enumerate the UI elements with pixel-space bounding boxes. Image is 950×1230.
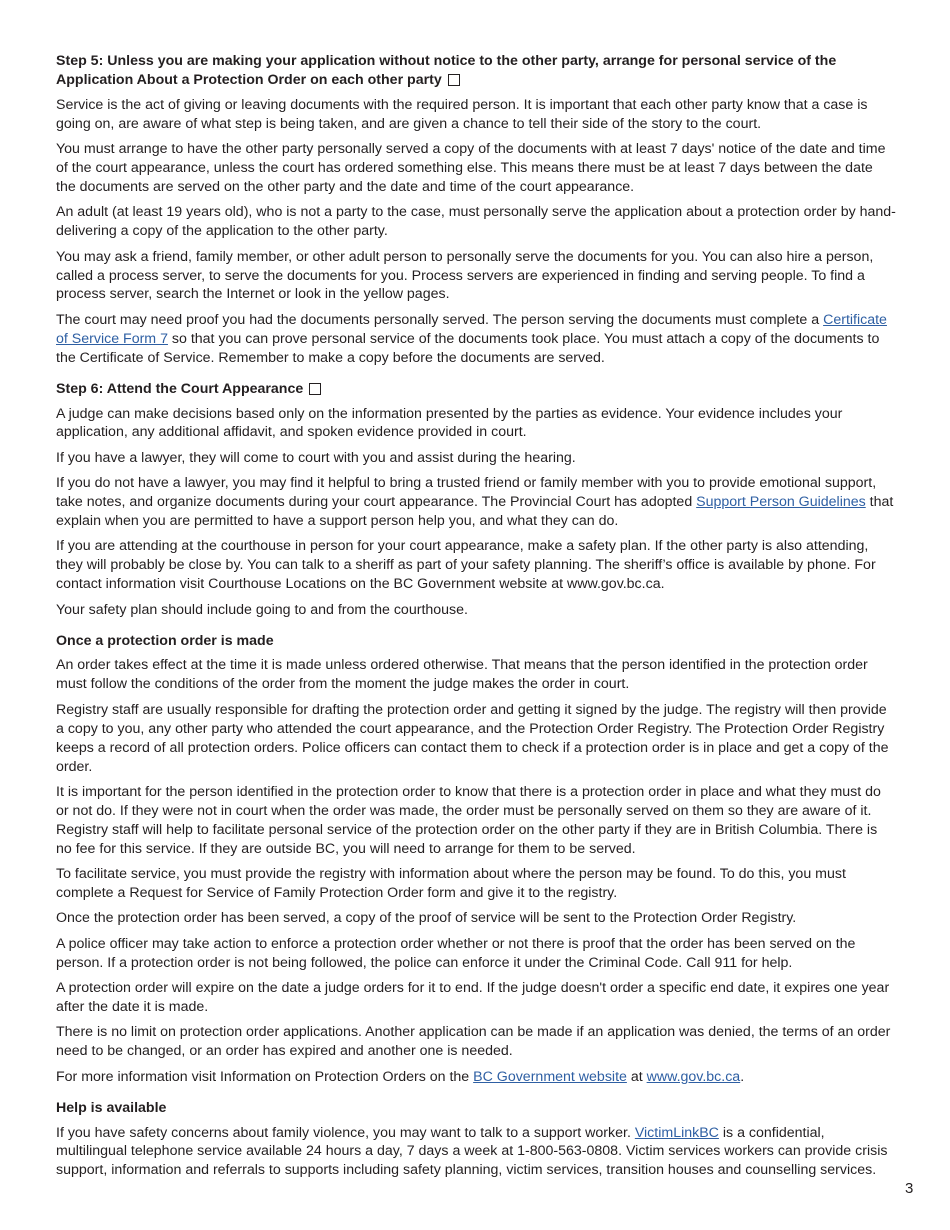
once-order-made-heading: Once a protection order is made: [56, 632, 274, 649]
gov-bc-ca-link[interactable]: www.gov.bc.ca: [646, 1068, 741, 1085]
once-paragraph-3: It is important for the person identified in the protection order to know that there is a protection order in place and what they must do or not do. If they were not in court when the order was made, the order must be personally served on them so they are aware of it. Registry staff will help to facilitate personal service of the protection order on the other party if they are in British Columbia. There is no fee for this service. If they are outside BC, you will need to arrange for them to be served.: [56, 783, 881, 857]
step6-paragraph-3: If you do not have a lawyer, you may find it helpful to bring a trusted friend or family member with you to provide emotional support, take notes, and organize documents during your court appearance. The Provincial Court has adopted Support Person Guidelines that explain when you are permitted to have a support person help you, and what they can do.: [56, 475, 894, 530]
once-paragraph-7: A protection order will expire on the date a judge orders for it to end. If the judge doesn't order a specific end date, it expires one year after the date it is made.: [56, 980, 890, 1015]
step5-checkbox[interactable]: [448, 74, 460, 86]
step5-paragraph-2: You must arrange to have the other party personally served a copy of the documents with at least 7 days' notice of the date and time of the court appearance, unless the court has ordered something else. This means there must be at least 7 days between the date the documents are served on the other party and the date and time of the court appearance.: [56, 141, 886, 195]
help-available-heading: Help is available: [56, 1099, 167, 1116]
step6-paragraph-2: If you have a lawyer, they will come to court with you and assist during the hearing.: [56, 449, 576, 466]
help-paragraph-1: If you have safety concerns about family violence, you may want to talk to a support worker. VictimLinkBC is a confidential, multilingual telephone service available 24 hours a day, 7 days a week at 1-800-563-0808. Victim services workers can provide crisis support, information and referrals to supports including safety planning, victim services, transition houses and counselling services.: [56, 1124, 888, 1179]
step5-paragraph-5: The court may need proof you had the documents personally served. The person serving the documents must complete a Certificate of Service Form 7 so that you can prove personal service of the documents took place. You must attach a copy of the documents to the Certificate of Service. Remember to make a copy before the documents are served.: [56, 311, 887, 366]
step5-heading: Step 5: Unless you are making your application without notice to the other party, arrange for personal service of the Application About a Protection Order on each other party: [56, 53, 837, 88]
step6-heading: Step 6: Attend the Court Appearance: [56, 380, 896, 399]
step5-paragraph-1: Service is the act of giving or leaving documents with the required person. It is important that each other party know that a case is going on, are aware of what step is being taken, and are given a chance to tell their side of the story to the court.: [56, 96, 868, 132]
once-paragraph-1: An order takes effect at the time it is made unless ordered otherwise. That means that the person identified in the protection order must follow the conditions of the order from the moment the judge makes the order in court.: [56, 657, 868, 693]
step6-paragraph-4: If you are attending at the courthouse in person for your court appearance, make a safety plan. If the other party is also attending, they will probably be close by. You can talk to a sheriff as part of your safety planning. The sheriff’s office is available by phone. For contact information visit Courthouse Locations on the BC Government website at www.gov.bc.ca.: [56, 538, 876, 593]
once-paragraph-8: There is no limit on protection order applications. Another application can be made if an application was denied, the terms of an order need to be changed, or an order has expired and another one is needed.: [56, 1024, 891, 1060]
once-paragraph-5: Once the protection order has been served, a copy of the proof of service will be sent to the Protection Order Registry.: [56, 910, 797, 927]
support-person-guidelines-link[interactable]: Support Person Guidelines: [696, 494, 866, 511]
once-paragraph-9: For more information visit Information on Protection Orders on the BC Government website at www.gov.bc.ca.: [56, 1068, 745, 1085]
step6-paragraph-1: A judge can make decisions based only on the information presented by the parties as evidence. Your evidence includes your application, any additional affidavit, and spoken evidence provided in court.: [56, 405, 843, 441]
victimlinkbc-link[interactable]: VictimLinkBC: [634, 1124, 719, 1141]
bc-government-website-link[interactable]: BC Government website: [473, 1068, 627, 1085]
step5-paragraph-4: You may ask a friend, family member, or other adult person to personally serve the documents for you. You can also hire a person, called a process server, to serve the documents for you. Process servers are experienced in finding and serving people. To find a process server, search the Internet or look in the yellow pages.: [56, 248, 874, 303]
certificate-of-service-link[interactable]: Certificate of Service Form 7: [56, 311, 887, 347]
once-paragraph-6: A police officer may take action to enforce a protection order whether or not there is proof that the order has been served on the person. If a protection order is not being followed, the police can enforce it under the Criminal Code. Call 911 for help.: [56, 935, 856, 971]
step6-paragraph-5: Your safety plan should include going to and from the courthouse.: [56, 601, 468, 618]
step5-paragraph-3: An adult (at least 19 years old), who is not a party to the case, must personally serve the application about a protection order by hand-delivering a copy of the application to the other party.: [56, 204, 896, 240]
once-paragraph-4: To facilitate service, you must provide the registry with information about where the person may be found. To do this, you must complete a Request for Service of Family Protection Order form and give it to the registry.: [56, 866, 846, 901]
page-number: 3: [905, 1180, 914, 1197]
once-paragraph-2: Registry staff are usually responsible for drafting the protection order and getting it signed by the judge. The registry will then provide a copy to you, any other party who attended the court appearance, and the Protection Order Registry. The Protection Order Registry keeps a record of all protection orders. Police officers can contact them to check if a protection order is in place and get a copy of the order.: [56, 701, 889, 775]
step6-checkbox[interactable]: [309, 383, 321, 395]
document-page: [56, 52, 896, 1187]
